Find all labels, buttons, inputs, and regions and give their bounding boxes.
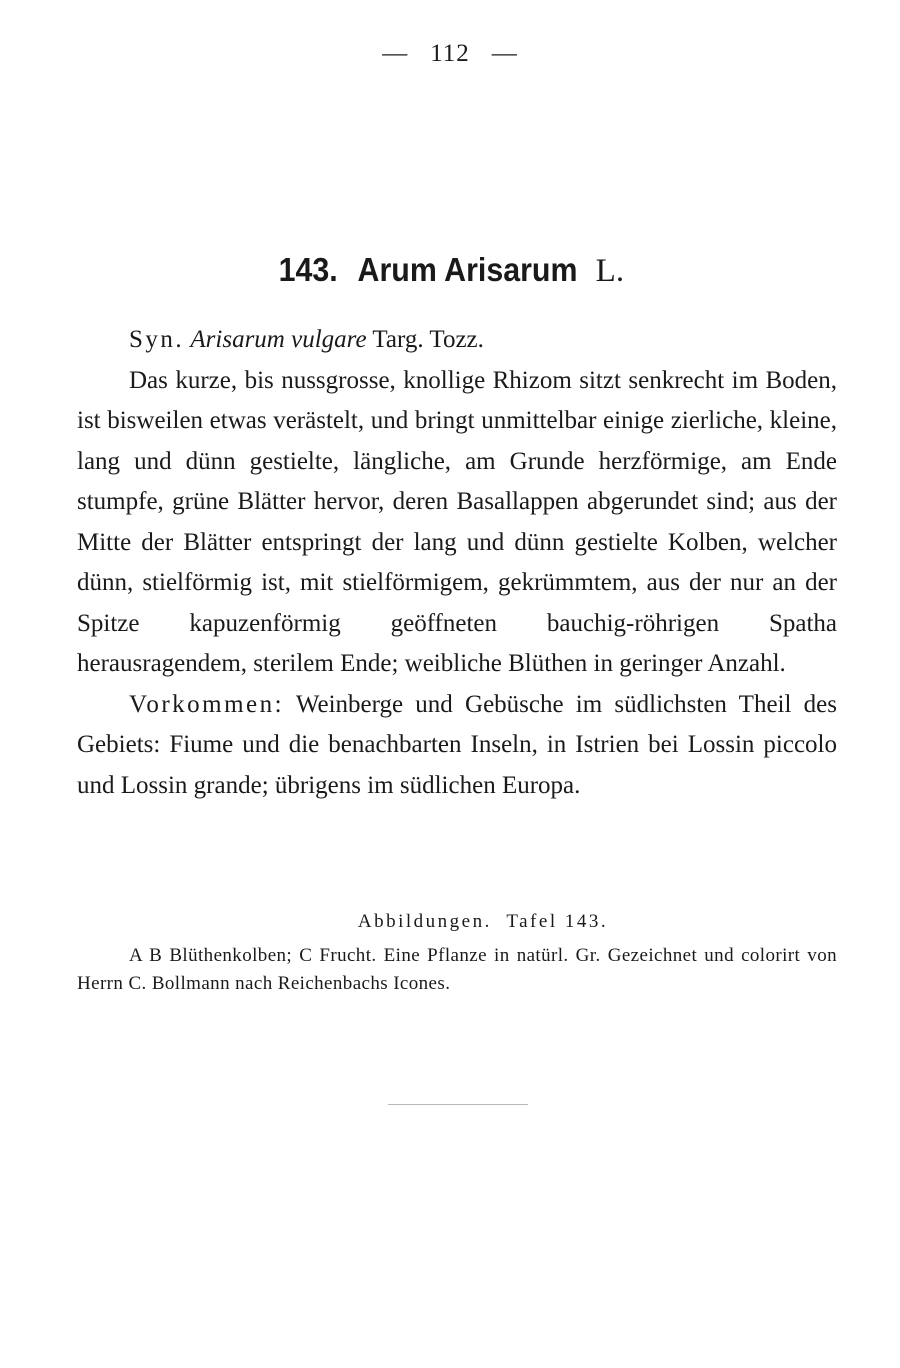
occurrence-paragraph <box>77 685 837 807</box>
illustrations-label: Abbildungen. <box>357 911 492 932</box>
species-author: L. <box>595 253 625 289</box>
page-number-dash-right: — <box>491 40 518 67</box>
main-text <box>77 320 837 806</box>
illustrations-plate: Tafel 143. <box>506 911 609 932</box>
page-number <box>0 40 900 68</box>
species-name: Arum Arisarum <box>357 251 578 288</box>
synonym-name: Arisarum vulgare <box>190 326 367 353</box>
occurrence-text: Weinberge und Gebüsche im südlichsten Theil des Gebiets: Fiume und die benachbarten Inseln, in Istrien bei Lossin piccolo und Lossin grande; übrigens im südlichen Europa. <box>77 690 837 799</box>
page-number-dash-left: — <box>382 40 409 67</box>
closing-rule <box>388 1104 528 1105</box>
description-paragraph: Das kurze, bis nussgrosse, knollige Rhizom sitzt senkrecht im Boden, ist bisweilen etwas verästelt, und bringt unmittelbar einige zierliche, kleine, lang und dünn gestielte, längliche, am Grunde herzförmige, am Ende stumpfe, grüne Blätter hervor, deren Basallappen abgerundet sind; aus der Mitte der Blätter entspringt der lang und dünn gestielte Kolben, welcher dünn, stielförmig ist, mit stielförmigem, gekrümmtem, aus der nur an der Spitze kapuzenförmig geöffneten bauchig-röhrigen Spatha herausragendem, sterilem Ende; weibliche Blüthen in geringer Anzahl. <box>77 366 837 677</box>
species-heading <box>0 250 900 291</box>
illustrations-caption: A B Blüthenkolben; C Frucht. Eine Pflanze in natürl. Gr. Gezeichnet und colorirt von Herrn C. Bollmann nach Reichenbachs Icones. <box>77 945 837 994</box>
page-number-value: 112 <box>430 40 470 67</box>
species-number: 143. <box>278 251 338 288</box>
illustrations-section <box>77 908 837 998</box>
occurrence-label: Vorkommen: <box>129 690 285 718</box>
illustrations-heading <box>129 908 837 936</box>
synonym-paragraph <box>77 320 837 361</box>
synonym-authors: Targ. Tozz. <box>372 326 484 353</box>
synonym-prefix: Syn. <box>129 326 185 353</box>
